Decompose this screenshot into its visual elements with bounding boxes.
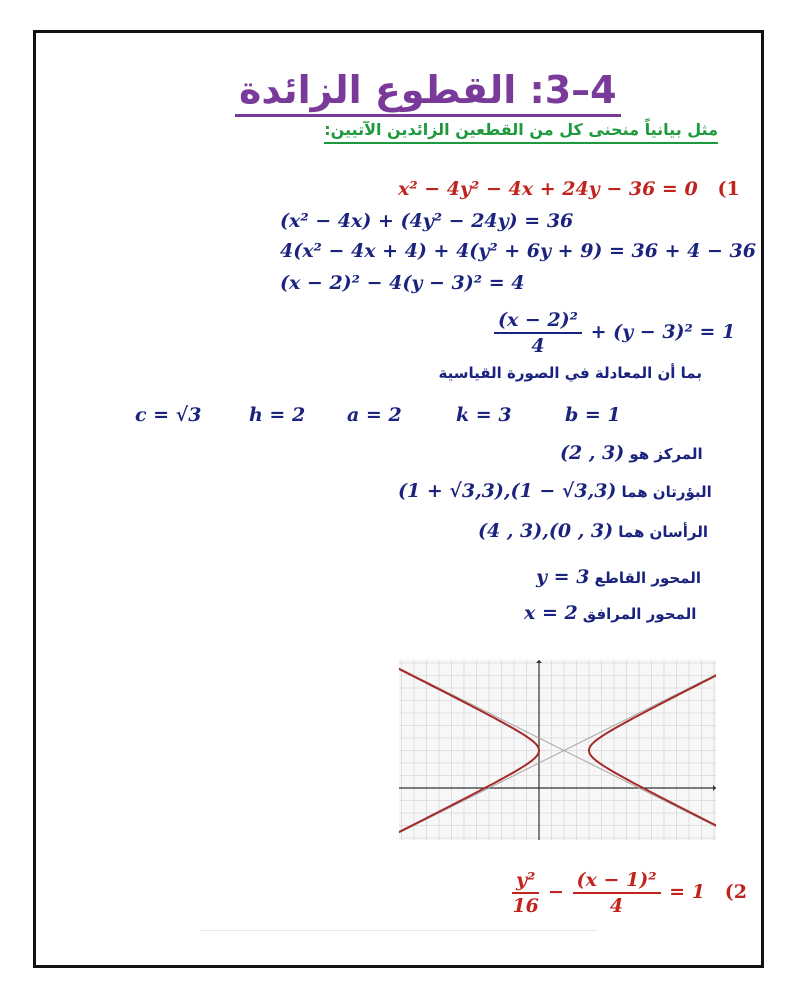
problem2-fraction2 <box>573 868 661 918</box>
standard-rest: + (y − 3)² = 1 <box>590 321 736 343</box>
problem1-step2: 4(x² − 4x + 4) + 4(y² + 6y + 9) = 36 + 4 − 36 <box>280 240 756 262</box>
param-b: b = 1 <box>565 404 621 426</box>
param-h: h = 2 <box>249 404 306 426</box>
foci-label: البؤرتان هما <box>621 483 712 501</box>
transverse-label: المحور القاطع <box>594 569 701 587</box>
fraction1-numerator: y² <box>512 868 539 894</box>
problem1-step3: (x − 2)² − 4(y − 3)² = 4 <box>280 272 525 294</box>
instruction-text: مثل بيانياً منحنى كل من القطعين الزائدين الآتيين: <box>324 118 718 144</box>
param-k: k = 3 <box>456 404 512 426</box>
problem1-number: (1 <box>717 178 740 200</box>
hyperbola-graph <box>399 660 716 840</box>
transverse-line <box>536 566 701 588</box>
page-title: 4–3: القطوع الزائدة <box>235 68 621 117</box>
problem1-equation-text: x² − 4y² − 4x + 24y − 36 = 0 <box>398 178 698 200</box>
conjugate-line <box>524 602 696 624</box>
foci-value: (1 + √3,3),(1 − √3,3) <box>398 480 617 502</box>
vertices-label: الرأسان هما <box>618 523 708 541</box>
problem2-fraction1 <box>512 868 539 918</box>
foci-line <box>398 480 712 502</box>
problem1-standard-form <box>492 308 735 358</box>
minus-sign: − <box>548 881 564 903</box>
problem1-step1: (x² − 4x) + (4y² − 24y) = 36 <box>280 210 574 232</box>
center-value: (2 , 3) <box>560 442 625 464</box>
transverse-value: y = 3 <box>536 566 590 588</box>
vertices-value: (4 , 3),(0 , 3) <box>478 520 614 542</box>
param-c: c = √3 <box>135 404 202 426</box>
standard-fraction <box>494 308 582 358</box>
conjugate-label: المحور المرافق <box>582 605 697 623</box>
standard-note: بما أن المعادلة في الصورة القياسية <box>438 364 702 382</box>
vertices-line <box>478 520 708 542</box>
standard-numerator: (x − 2)² <box>494 308 582 334</box>
problem2-number: (2 <box>724 881 748 903</box>
conjugate-value: x = 2 <box>524 602 578 624</box>
center-line <box>560 442 703 464</box>
fraction1-denominator: 16 <box>512 895 539 917</box>
bottom-divider <box>200 930 597 931</box>
problem1-equation <box>398 178 740 200</box>
problem2-equation <box>510 868 747 918</box>
fraction2-denominator: 4 <box>609 895 624 917</box>
fraction2-numerator: (x − 1)² <box>573 868 661 894</box>
center-label: المركز هو <box>629 445 703 463</box>
equals-one: = 1 <box>669 881 705 903</box>
standard-denominator: 4 <box>531 335 545 357</box>
param-a: a = 2 <box>347 404 402 426</box>
